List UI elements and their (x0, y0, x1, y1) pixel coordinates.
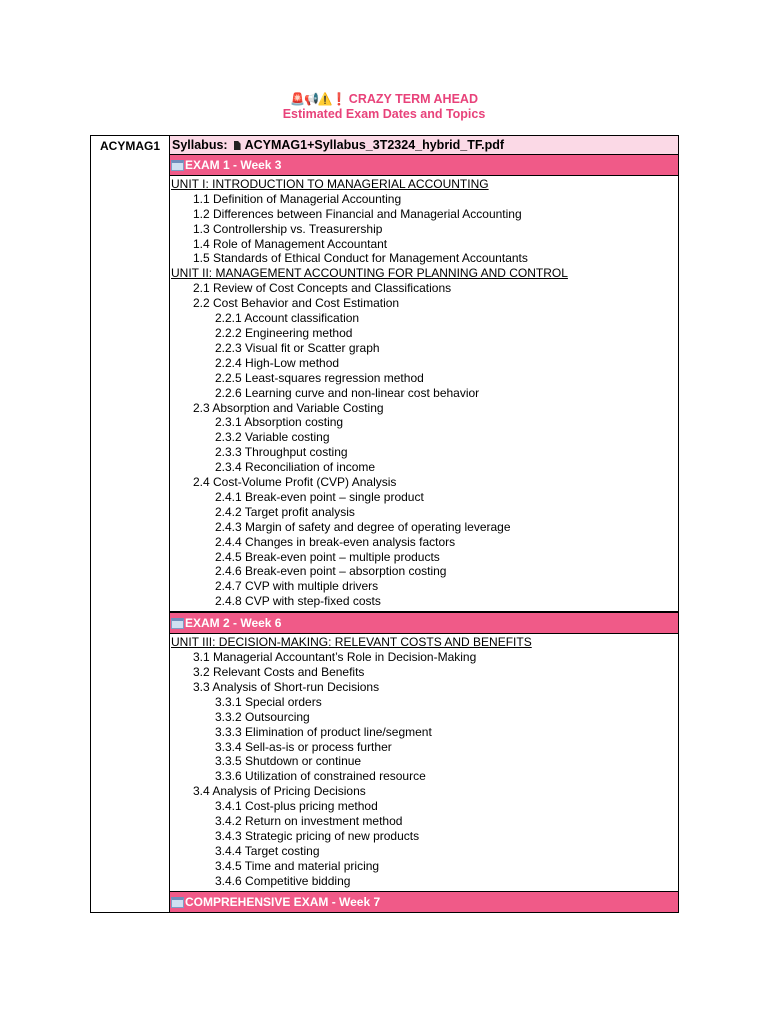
exam-topics-row (91, 634, 679, 891)
unit-heading: UNIT I: INTRODUCTION TO MANAGERIAL ACCOUNTING (171, 176, 489, 191)
heading-title: CRAZY TERM AHEAD (348, 92, 478, 106)
subtopic-item: 2.4.3 Margin of safety and degree of operating leverage (215, 519, 511, 534)
subtopic-item: 2.4.4 Changes in break-even analysis factors (215, 534, 456, 549)
exam-header-row (91, 612, 679, 634)
subtopic-item: 2.2.3 Visual fit or Scatter graph (215, 340, 380, 355)
exam-topics-cell (170, 634, 679, 891)
topic-item: 3.1 Managerial Accountant’s Role in Decision-Making (193, 650, 477, 665)
exam-label: EXAM 1 - Week 3 (185, 157, 282, 172)
unit-heading: UNIT II: MANAGEMENT ACCOUNTING FOR PLANNING AND CONTROL (171, 266, 568, 281)
subtopic-item: 3.3.5 Shutdown or continue (215, 754, 362, 769)
syllabus-table (90, 135, 679, 913)
subtopic-item: 3.4.2 Return on investment method (215, 814, 403, 829)
exam-header-cell (170, 154, 679, 175)
topic-item: 3.4 Analysis of Pricing Decisions (193, 784, 366, 799)
subtopic-item: 2.2.6 Learning curve and non-linear cost behavior (215, 385, 480, 400)
subtopic-item: 2.3.3 Throughput costing (215, 445, 348, 460)
topic-item: 2.2 Cost Behavior and Cost Estimation (193, 296, 400, 311)
heading-title-line (0, 92, 768, 107)
subtopic-item: 3.3.2 Outsourcing (215, 709, 310, 724)
topic-item: 1.2 Differences between Financial and Managerial Accounting (193, 206, 522, 221)
file-icon (234, 141, 241, 150)
exam-header-cell (170, 612, 679, 634)
subtopic-item: 2.4.6 Break-even point – absorption costing (215, 564, 447, 579)
exam-header-row (91, 891, 679, 912)
topic-item: 1.5 Standards of Ethical Conduct for Management Accountants (193, 251, 528, 266)
exam-label: EXAM 2 - Week 6 (185, 616, 282, 631)
syllabus-label: Syllabus: (172, 138, 228, 152)
subtopic-item: 2.3.1 Absorption costing (215, 415, 344, 430)
subtopic-item: 2.2.5 Least-squares regression method (215, 370, 424, 385)
subtopic-item: 3.3.6 Utilization of constrained resource (215, 769, 426, 784)
exam-label: COMPREHENSIVE EXAM - Week 7 (185, 894, 381, 909)
subtopic-item: 2.4.7 CVP with multiple drivers (215, 579, 379, 594)
subtopic-item: 2.4.1 Break-even point – single product (215, 489, 424, 504)
subtopic-item: 3.4.3 Strategic pricing of new products (215, 828, 420, 843)
topic-item: 1.3 Controllership vs. Treasurership (193, 221, 383, 236)
topic-item: 2.3 Absorption and Variable Costing (193, 400, 384, 415)
topic-item: 1.1 Definition of Managerial Accounting (193, 191, 402, 206)
topic-item: 3.3 Analysis of Short-run Decisions (193, 679, 380, 694)
subtopic-item: 3.3.4 Sell-as-is or process further (215, 739, 392, 754)
subtopic-item: 3.4.4 Target costing (215, 843, 320, 858)
topic-item: 2.1 Review of Cost Concepts and Classifications (193, 281, 452, 296)
subtopic-item: 3.3.1 Special orders (215, 694, 322, 709)
syllabus-row (91, 136, 679, 155)
calendar-icon (171, 897, 184, 908)
subtopic-item: 2.4.8 CVP with step-fixed costs (215, 594, 381, 609)
calendar-icon (171, 618, 184, 629)
exam-topics-cell (170, 175, 679, 612)
course-code: ACYMAG1 (99, 139, 160, 153)
exam-header-row (91, 154, 679, 175)
subtopic-item: 2.2.4 High-Low method (215, 355, 340, 370)
syllabus-file-link[interactable]: ACYMAG1+Syllabus_3T2324_hybrid_TF.pdf (244, 138, 505, 152)
subtopic-item: 3.4.1 Cost-plus pricing method (215, 799, 378, 814)
syllabus-cell (170, 136, 679, 155)
topic-item: 2.4 Cost-Volume Profit (CVP) Analysis (193, 475, 397, 490)
subtopic-item: 2.2.2 Engineering method (215, 325, 353, 340)
exam-header-cell (170, 891, 679, 912)
subtopic-item: 3.4.6 Competitive bidding (215, 873, 351, 888)
topic-item: 3.2 Relevant Costs and Benefits (193, 665, 365, 679)
subtopic-item: 3.4.5 Time and material pricing (215, 858, 380, 873)
unit-heading: UNIT III: DECISION-MAKING: RELEVANT COSTS AND BENEFITS (171, 635, 532, 650)
heading-subtitle: Estimated Exam Dates and Topics (282, 107, 486, 121)
subtopic-item: 2.2.1 Account classification (215, 311, 360, 326)
subtopic-item: 2.3.4 Reconciliation of income (215, 460, 376, 475)
document-heading (0, 92, 768, 122)
alert-emoji-icon: 🚨📢⚠️❗ (290, 92, 346, 106)
subtopic-item: 2.4.5 Break-even point – multiple products (215, 549, 440, 564)
course-code-cell (91, 136, 170, 913)
topic-item: 1.4 Role of Management Accountant (193, 236, 388, 251)
subtopic-item: 3.3.3 Elimination of product line/segment (215, 724, 432, 739)
subtopic-item: 2.4.2 Target profit analysis (215, 504, 355, 519)
calendar-icon (171, 160, 184, 171)
exam-topics-row (91, 175, 679, 612)
subtopic-item: 2.3.2 Variable costing (215, 430, 330, 445)
